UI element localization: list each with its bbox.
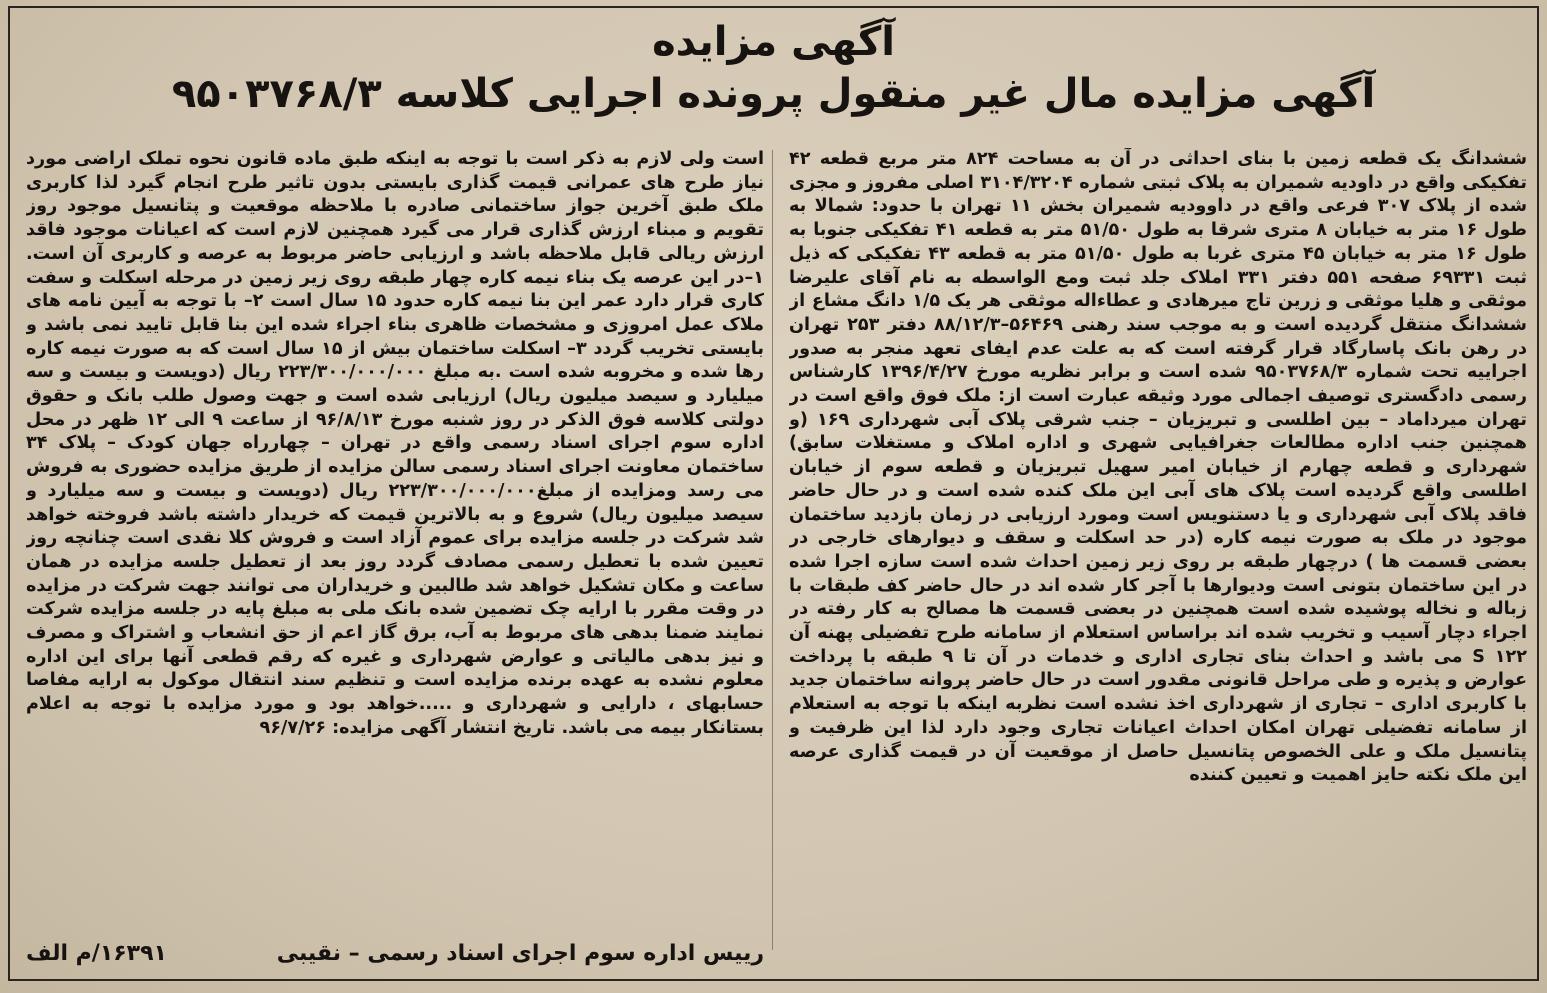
- notice-subtitle: آگهی مزایده مال غیر منقول پرونده اجرایی کلاسه ۹۵۰۳۷۶۸/۳: [171, 71, 1376, 117]
- notice-body-left-column: است ولی لازم به ذکر است با توجه به اینکه طبق ماده قانون نحوه تملک اراضی مورد نیاز طرح های عمرانی قیمت گذاری بایستی بدون تاثیر طرح انجام گیرد لذا کاربری ملک طبق آخرین جواز ساختمانی صادره با ملاحظه موقعیت و پتانسیل موجود روز تقویم و مبناء ارزش گذاری قرار می گیرد همچنین لازم است که اعیانات موجود فاقد ارزش ریالی قابل ملاحظه باشد و ارزیابی حاضر مربوط به عرصه و کاربری آن است. ۱–در این عرصه یک بناء نیمه کاره چهار طبقه روی زیر زمین در مرحله اسکلت و سفت کاری قرار دارد عمر این بنا نیمه کاره حدود ۱۵ سال است ۲– با توجه به آیین نامه های ملاک عمل امروزی و مشخصات ظاهری بناء اجراء شده این بنا قابل تایید نمی باشد و بایستی تخریب گردد ۳– اسکلت ساختمان بیش از ۱۵ سال است که به صورت نیمه کاره رها شده و مخروبه شده است .به مبلغ ۲۲۳/۳۰۰/۰۰۰/۰۰۰ ریال (دویست و بیست و سه میلیارد و سیصد میلیون ریال) ارزیابی شده است و جهت وصول طلب بانک و حقوق دولتی کلاسه فوق الذکر در روز شنبه مورخ ۹۶/۸/۱۳ از ساعت ۹ الی ۱۲ ظهر در محل اداره سوم اجرای اسناد رسمی واقع در تهران – چهارراه جهان کودک – پلاک ۳۴ ساختمان معاونت اجرای اسناد رسمی سالن مزایده از طریق مزایده حضوری به فروش می رسد ومزایده از مبلغ۲۲۳/۳۰۰/۰۰۰/۰۰۰ ریال (دویست و بیست و سه میلیارد و سیصد میلیون ریال) شروع و به بالاترین قیمت که خریدار داشته باشد فروخته خواهد شد شرکت در جلسه مزایده برای عموم آزاد است و فروش کلا نقدی است چنانچه روز تعیین شده با تعطیل رسمی مصادف گردد روز بعد از تعطیل جلسه مزایده در همان ساعت و مکان تشکیل خواهد شد طالبین و خریداران می توانند جهت شرکت در مزایده در وقت مقرر با ارایه چک تضمین شده بانک ملی به مبلغ پایه در جلسه مزایده شرکت نمایند ضمنا بدهی های مربوط به آب، برق گاز اعم از حق انشعاب و اشتراک و مصرف و نیز بدهی مالیاتی و عوارض شهرداری و غیره که رقم قطعی آنها برای این اداره معلوم نشده به عهده برنده مزایده است و تنظیم سند انتقال موکول به ارایه مفاصا حسابهای ، دارایی و شهرداری و .....خواهد بود و مورد مزایده با توجه به اعلام بستانکار بیمه می باشد. تاریخ انتشار آگهی مزایده: ۹۶/۷/۲۶: [26, 149, 764, 738]
- notice-body-right-column: ششدانگ یک قطعه زمین با بنای احداثی در آن به مساحت ۸۲۴ متر مربع قطعه ۴۲ تفکیکی واقع در داودیه شمیران به پلاک ثبتی شماره ۳۱۰۴/۳۲۰۴ اصلی مفروز و مجزی شده از پلاک ۳۰۷ فرعی واقع در داوودیه شمیران بخش ۱۱ تهران با حدود: شمالا به طول ۱۶ متر به خیابان ۸ متری شرقا به طول ۵۱/۵۰ متر به قطعه ۴۱ تفکیکی جنوبا به طول ۱۶ متر به خیابان ۴۵ متری غربا به طول ۵۱/۵۰ متر به قطعه ۴۳ تفکیکی که ذیل ثبت ۶۹۳۳۱ صفحه ۵۵۱ دفتر ۳۳۱ املاک جلد ثبت ومع الواسطه به نام آقای علیرضا موثقی و هلیا موثقی و زرین تاج میرهادی و عطاءاله موثقی هر یک ۱/۵ دانگ مشاع از ششدانگ منتقل گردیده است و به موجب سند رهنی ۵۶۴۶۹–۸۸/۱۲/۳ دفتر ۲۵۳ تهران در رهن بانک پاسارگاد قرار گرفته است که به علت عدم ایفای تعهد منجر به صدور اجراییه تحت شماره ۹۵۰۳۷۶۸/۳ شده است و برابر نظریه مورخ ۱۳۹۶/۴/۲۷ کارشناس رسمی دادگستری توصیف اجمالی مورد وثیقه عبارت است از: ملک فوق واقع است در تهران میرداماد – بین اطلسی و تبریزیان – جنب شرقی پلاک آبی شهرداری ۱۶۹ (و همچنین جنب اداره مطالعات جغرافیایی شهری و اداره املاک و مستغلات سابق) شهرداری و قطعه چهارم از خیابان امیر سهیل تبریزیان و قطعه سوم از خیابان اطلسی واقع گردیده است پلاک های آبی این ملک کنده شده است و در حال حاضر فاقد پلاک آبی شهرداری و یا دستنویس است ومورد ارزیابی در زمان بازدید ساختمان موجود در ملک به صورت نیمه کاره (در حد اسکلت و سقف و دیوارهای خارجی در بعضی قسمت ها ) درچهار طبقه بر روی زیر زمین احداث شده است سازه اجرا شده در این ساختمان بتونی است ودیوارها با آجر کار شده اند در حال حاضر کف طبقات با زباله و نخاله پوشیده شده است همچنین در بعضی قسمت ها مصالح به کار رفته در اجراء دچار آسیب و تخریب شده اند براساس استعلام از سامانه طرح تفضیلی پهنه آن S ۱۲۲ می باشد و احداث بنای تجاری اداری و خدمات در آن تا ۹ طبقه با پرداخت عوارض و پذیره و طی مراحل قانونی مقدور است در حال حاضر پروانه ساختمان جدید با کاربری اداری – تجاری از شهرداری اخذ نشده است نظربه اینکه با توجه به استعلام از سامانه تفضیلی تهران امکان احداث اعیانات تجاری وجود دارد لذا این ظرفیت و پتانسیل ملک و علی الخصوص پتانسیل حاصل از موقعیت آن در قیمت گذاری عرصه این ملک نکته حایز اهمیت و تعیین کننده: [789, 149, 1527, 786]
- notice-code: ۱۶۳۹۱/م الف: [26, 941, 167, 966]
- column-divider: [772, 150, 773, 950]
- notice-title: آگهی مزایده: [652, 19, 895, 65]
- signature-text: رییس اداره سوم اجرای اسناد رسمی – نقیبی: [276, 941, 764, 966]
